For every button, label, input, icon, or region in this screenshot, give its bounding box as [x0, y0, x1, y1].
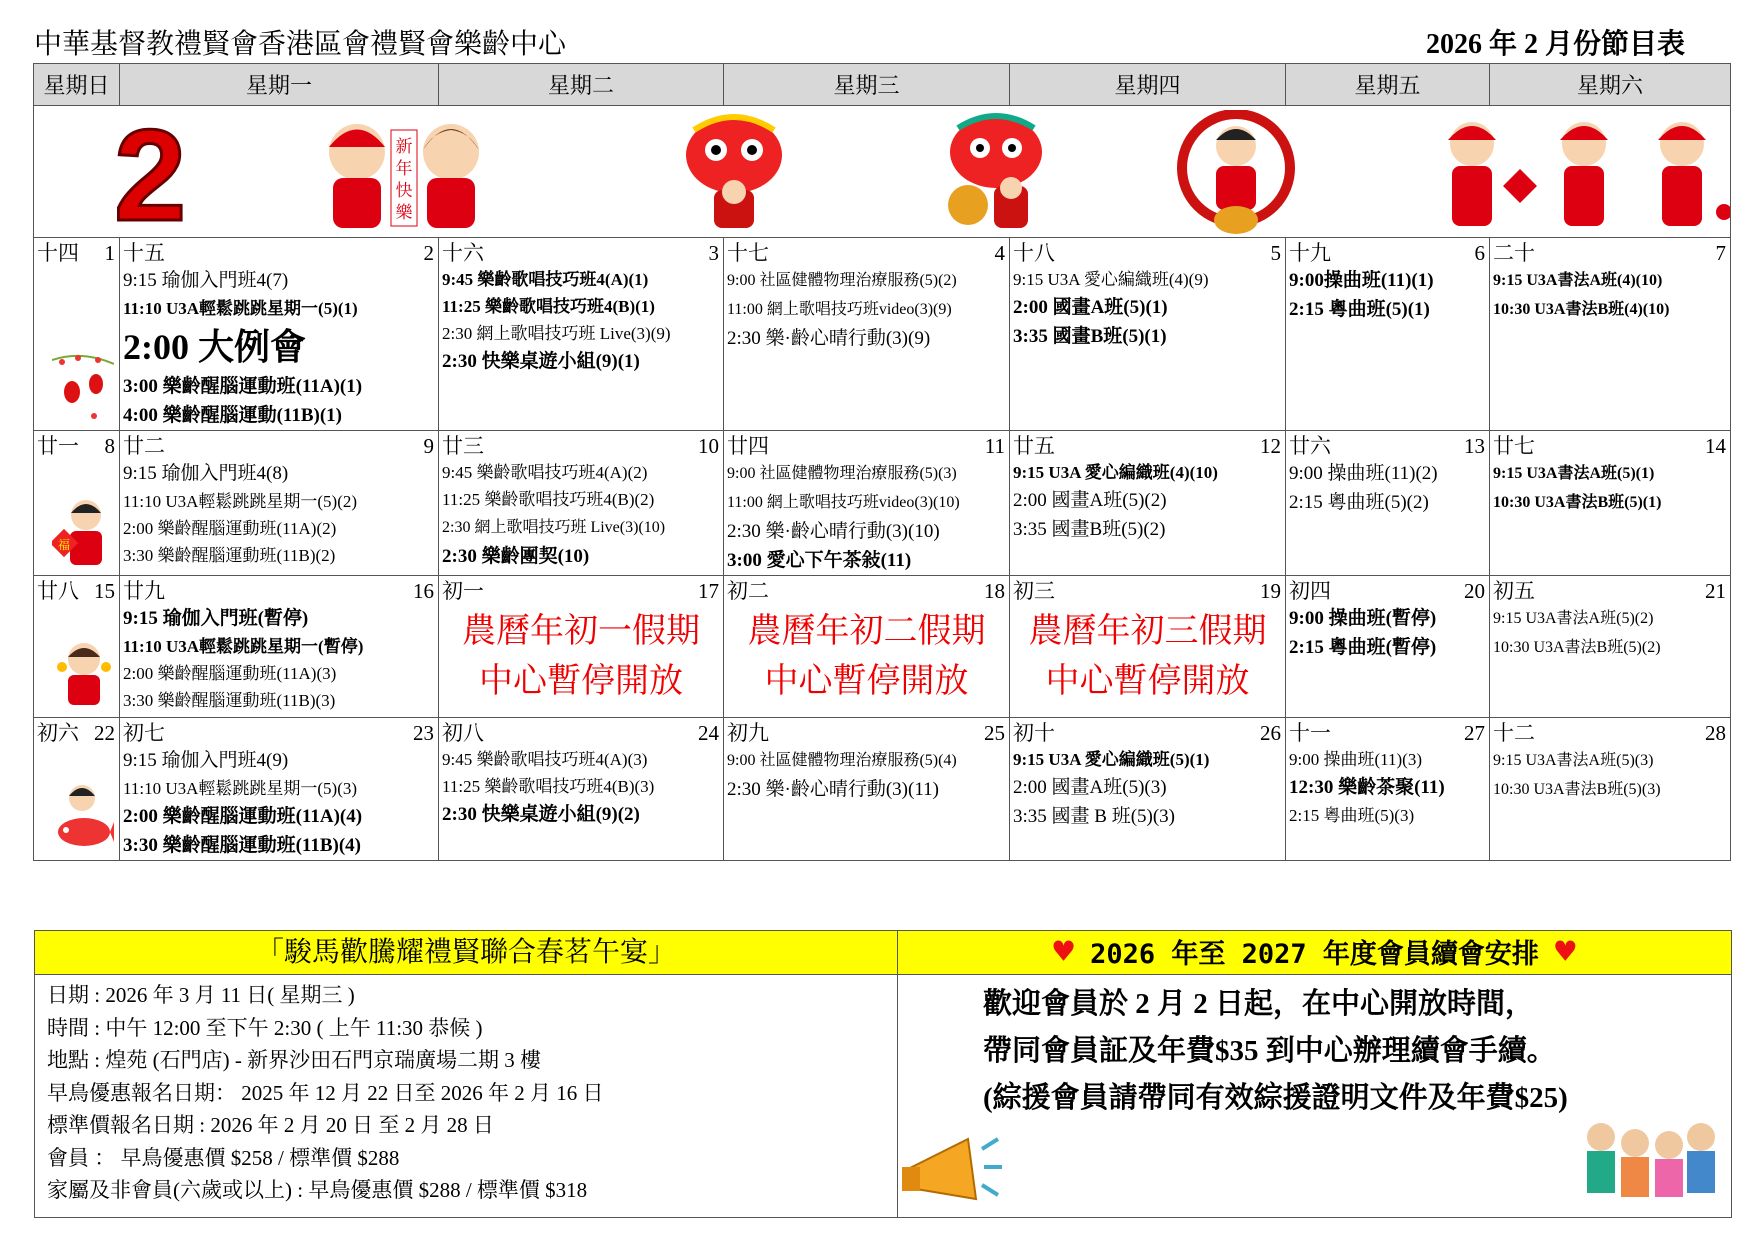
day-header: [34, 718, 119, 746]
day-header: [1490, 576, 1730, 604]
day-number: 15: [94, 579, 115, 603]
day-number: 9: [423, 434, 434, 458]
day-cell: [439, 576, 724, 718]
day-number: 28: [1705, 721, 1726, 745]
megaphone-icon: [898, 1109, 1008, 1213]
activity-line: 2:15 粵曲班(暫停): [1289, 637, 1437, 658]
activity-line: 2:30 樂齡團契(10): [442, 546, 590, 567]
lunar-date: 廿二: [123, 434, 165, 458]
day-cell: [120, 576, 439, 718]
activity-line: 2:30 快樂桌遊小組(9)(2): [442, 804, 640, 825]
activity-line: 11:00 網上歌唱技巧班video(3)(9): [727, 301, 952, 318]
event-title: 「駿馬歡騰耀禮賢聯合春茗午宴」: [35, 931, 897, 975]
activity-line: 3:00 愛心下午茶敍(11): [727, 550, 912, 571]
lunar-date: 初四: [1289, 579, 1331, 603]
week-row: [34, 718, 1731, 861]
day-cell: [1286, 431, 1490, 576]
activity-line: 9:45 樂齡歌唱技巧班4(A)(2): [442, 463, 648, 482]
day-number: 16: [413, 579, 434, 603]
lunar-date: 十四: [37, 241, 79, 265]
activity-line: 9:45 樂齡歌唱技巧班4(A)(1): [442, 270, 649, 289]
day-number: 8: [104, 434, 115, 458]
day-cell: [120, 431, 439, 576]
lunar-date: 初八: [442, 721, 484, 745]
day-number: 21: [1705, 579, 1726, 603]
lunar-date: 十九: [1289, 241, 1331, 265]
day-cell: [439, 718, 724, 861]
activity-line: 9:15 瑜伽入門班4(7): [123, 270, 289, 291]
lunar-date: 廿三: [442, 434, 484, 458]
day-header: [439, 431, 723, 459]
activity-line: 2:30 快樂桌遊小組(9)(1): [442, 351, 640, 372]
three-kids-icon: [1424, 112, 1731, 234]
day-number: 17: [698, 579, 719, 603]
activity-line: 9:15 U3A 愛心編織班(4)(10): [1013, 463, 1218, 482]
event-standard-period: 標準價報名日期 : 2026 年 2 月 20 日 至 2 月 28 日: [47, 1113, 494, 1137]
activity-line: 9:15 瑜伽入門班4(8): [123, 463, 289, 484]
activity-line: 9:15 瑜伽入門班(暫停): [123, 608, 309, 629]
day-header: [120, 431, 438, 459]
lunar-date: 二十: [1493, 241, 1535, 265]
lunar-date: 十五: [123, 241, 165, 265]
activity-line: 10:30 U3A書法B班(5)(2): [1493, 639, 1661, 656]
activity-line: 9:15 U3A書法A班(5)(3): [1493, 752, 1654, 769]
day-header: [439, 576, 723, 604]
day-number: 6: [1474, 241, 1485, 265]
day-number: 3: [708, 241, 719, 265]
activity-line: 2:00 國畫A班(5)(1): [1013, 297, 1168, 318]
day-number: 4: [994, 241, 1005, 265]
activity-line: 11:25 樂齡歌唱技巧班4(B)(3): [442, 777, 655, 796]
activity-line: 9:15 U3A書法A班(5)(1): [1493, 465, 1655, 482]
event-time: 時間 : 中午 12:00 至下午 2:30 ( 上午 11:30 恭候 ): [47, 1015, 483, 1040]
holiday-notice: 農曆年初三假期: [1028, 611, 1267, 651]
week-row: [34, 431, 1731, 576]
day-header: [1286, 718, 1489, 746]
weekday-sun: 星期日: [34, 64, 120, 106]
activity-line: 9:00 操曲班(11)(2): [1289, 463, 1438, 484]
day-number: 19: [1260, 579, 1281, 603]
activity-line: 9:15 瑜伽入門班4(9): [123, 750, 289, 771]
holiday-notice: 農曆年初一假期: [462, 611, 700, 651]
banner-row: [34, 106, 1731, 238]
lunar-date: 初七: [123, 721, 165, 745]
day-cell: [439, 431, 724, 576]
day-cell: [1010, 238, 1286, 431]
calendar: [33, 63, 1731, 861]
lunar-date: 初十: [1013, 721, 1055, 745]
activity-line: 9:45 樂齡歌唱技巧班4(A)(3): [442, 750, 648, 769]
day-header: [1010, 431, 1285, 459]
activity-line: 11:10 U3A輕鬆跳跳星期一(5)(3): [123, 779, 358, 798]
renewal-title-bar: [898, 931, 1731, 975]
day-header: [1010, 718, 1285, 746]
day-cell: [1010, 718, 1286, 861]
page-title: 2026 年 2 月份節目表: [1425, 29, 1685, 60]
lion-dance-icon: [674, 110, 794, 232]
lunar-date: 十一: [1289, 721, 1331, 745]
activity-line: 2:00 大例會: [123, 327, 306, 367]
activity-line: 2:15 粵曲班(5)(1): [1289, 299, 1430, 320]
day-cell: [34, 718, 120, 861]
activity-line: 2:30 網上歌唱技巧班 Live(3)(9): [442, 324, 671, 343]
activity-line: 2:00 國畫A班(5)(2): [1013, 490, 1167, 511]
day-number: 22: [94, 721, 115, 745]
lion-dance-drum-icon: [934, 110, 1059, 232]
activity-line: 11:10 U3A輕鬆跳跳星期一(5)(2): [123, 492, 358, 511]
activity-line: 11:25 樂齡歌唱技巧班4(B)(2): [442, 490, 655, 509]
renewal-line-3: (綜援會員請帶同有效綜援證明文件及年費$25): [983, 1082, 1568, 1114]
activity-line: 11:10 U3A輕鬆跳跳星期一(暫停): [123, 637, 364, 656]
lunar-date: 廿七: [1493, 434, 1535, 458]
day-number: 2: [423, 241, 434, 265]
day-cell: [120, 718, 439, 861]
day-cell: [34, 576, 120, 718]
day-header: [1490, 431, 1730, 459]
activity-line: 9:00 操曲班(11)(3): [1289, 750, 1422, 769]
activity-line: 10:30 U3A書法B班(5)(3): [1493, 781, 1661, 798]
activity-line: 2:30 樂·齡心晴行動(3)(9): [727, 328, 931, 349]
lantern-icon: [52, 350, 114, 424]
day-number: 25: [984, 721, 1005, 745]
greeting-char-3: 快: [395, 181, 413, 200]
activity-line: 9:00 社區健體物理治療服務(5)(4): [727, 752, 957, 769]
day-cell: [34, 238, 120, 431]
event-earlybird-period: 早鳥優惠報名日期： 2025 年 12 月 22 日至 2026 年 2 月 16 日: [47, 1080, 604, 1105]
day-header: [1010, 576, 1285, 604]
banner: [34, 106, 1731, 238]
activity-line: 10:30 U3A書法B班(4)(10): [1493, 301, 1670, 318]
holiday-notice: 農曆年初二假期: [747, 611, 986, 651]
lunar-date: 廿四: [727, 434, 769, 458]
day-cell: [724, 431, 1010, 576]
renewal-notes: [983, 981, 1568, 1122]
lunar-date: 廿五: [1013, 434, 1055, 458]
activity-line: 9:15 U3A 愛心編織班(5)(1): [1013, 750, 1210, 769]
day-header: [439, 238, 723, 266]
day-header: [1490, 718, 1730, 746]
day-cell: [1490, 238, 1731, 431]
day-cell: [120, 238, 439, 431]
greeting-char-4: 樂: [395, 203, 413, 222]
weekday-sat: 星期六: [1490, 64, 1731, 106]
activity-line: 2:00 樂齡醒腦運動班(11A)(2): [123, 519, 337, 538]
activity-line: 3:30 樂齡醒腦運動班(11B)(4): [123, 835, 362, 856]
activity-line: 9:00 社區健體物理治療服務(5)(2): [727, 272, 957, 289]
weekday-wed: 星期三: [724, 64, 1010, 106]
heart-icon: ♥: [1555, 932, 1576, 972]
day-number: 27: [1464, 721, 1485, 745]
activity-line: 4:00 樂齡醒腦運動(11B)(1): [123, 405, 343, 426]
svg-text:福: 福: [57, 538, 71, 552]
lunar-date: 十二: [1493, 721, 1535, 745]
lunar-date: 十七: [727, 241, 769, 265]
day-header: [34, 576, 119, 604]
weekday-thu: 星期四: [1010, 64, 1286, 106]
day-header: [120, 238, 438, 266]
activity-line: 2:00 樂齡醒腦運動班(11A)(4): [123, 806, 363, 827]
weekday-header-row: [34, 64, 1731, 106]
new-year-kids-illustration: [319, 112, 489, 234]
greeting-char-2: 年: [395, 159, 413, 178]
activity-line: 3:30 樂齡醒腦運動班(11B)(3): [123, 691, 336, 710]
greeting-char-1: 新: [395, 137, 413, 156]
day-cell: [1286, 576, 1490, 718]
activity-line: 3:35 國畫B班(5)(1): [1013, 326, 1167, 347]
lunar-date: 初五: [1493, 579, 1535, 603]
weekday-tue: 星期二: [439, 64, 724, 106]
boy-with-gold-icon: [52, 637, 114, 711]
day-cell: [1490, 718, 1731, 861]
day-number: 18: [984, 579, 1005, 603]
activity-line: 2:30 樂·齡心晴行動(3)(10): [727, 521, 940, 542]
renewal-panel: [898, 931, 1731, 1217]
activity-line: 11:10 U3A輕鬆跳跳星期一(5)(1): [123, 299, 358, 318]
renewal-title: 2026 年至 2027 年度會員續會安排: [1090, 939, 1539, 970]
activity-line: 3:30 樂齡醒腦運動班(11B)(2): [123, 546, 336, 565]
drum-boy-icon: [1174, 110, 1299, 238]
weekday-mon: 星期一: [120, 64, 439, 106]
event-member-price: 會員 ： 早鳥優惠價 $258 / 標準價 $288: [47, 1145, 400, 1170]
activity-line: 9:15 U3A書法A班(4)(10): [1493, 272, 1663, 289]
heart-icon: ♥: [1053, 932, 1074, 972]
day-number: 20: [1464, 579, 1485, 603]
event-panel: [35, 931, 898, 1217]
lunar-date: 初六: [37, 721, 79, 745]
day-number: 26: [1260, 721, 1281, 745]
day-cell: [1490, 431, 1731, 576]
day-cell: [724, 718, 1010, 861]
renewal-line-2: 帶同會員証及年費$35 到中心辦理續會手續。: [983, 1035, 1556, 1067]
day-number: 5: [1270, 241, 1281, 265]
activity-line: 3:35 國畫 B 班(5)(3): [1013, 806, 1176, 827]
lunar-date: 廿八: [37, 579, 79, 603]
lunar-date: 十六: [442, 241, 484, 265]
activity-line: 3:00 樂齡醒腦運動班(11A)(1): [123, 376, 363, 397]
activity-line: 2:00 國畫A班(5)(3): [1013, 777, 1167, 798]
activity-line: 9:00 操曲班(暫停): [1289, 608, 1437, 629]
activity-line: 9:00 社區健體物理治療服務(5)(3): [727, 465, 957, 482]
day-number: 12: [1260, 434, 1281, 458]
event-family-price: 家屬及非會員(六歲或以上) : 早鳥優惠價 $288 / 標準價 $318: [47, 1178, 588, 1202]
day-number: 13: [1464, 434, 1485, 458]
day-header: [1286, 238, 1489, 266]
activity-line: 9:15 U3A 愛心編織班(4)(9): [1013, 270, 1209, 289]
activity-line: 12:30 樂齡茶聚(11): [1289, 777, 1445, 798]
activity-line: 2:00 樂齡醒腦運動班(11A)(3): [123, 664, 337, 683]
lunar-date: 廿九: [123, 579, 165, 603]
day-header: [439, 718, 723, 746]
day-number: 10: [698, 434, 719, 458]
day-header: [1010, 238, 1285, 266]
day-cell: [1010, 576, 1286, 718]
holiday-notice: 中心暫停開放: [764, 661, 969, 701]
activity-line: 2:15 粵曲班(5)(2): [1289, 492, 1429, 513]
activity-line: 2:15 粵曲班(5)(3): [1289, 806, 1415, 825]
holiday-notice: 中心暫停開放: [479, 661, 683, 701]
day-cell: [724, 238, 1010, 431]
activity-line: 11:00 網上歌唱技巧班video(3)(10): [727, 494, 960, 511]
week-row: [34, 576, 1731, 718]
week-row: [34, 238, 1731, 431]
fortune-girl-icon: [52, 495, 114, 569]
weekday-fri: 星期五: [1286, 64, 1490, 106]
day-cell: [439, 238, 724, 431]
day-number: 23: [413, 721, 434, 745]
day-header: [724, 431, 1009, 459]
org-name: 中華基督教禮賢會香港區會禮賢會樂齡中心: [34, 29, 567, 60]
activity-line: 2:30 樂·齡心晴行動(3)(11): [727, 779, 939, 800]
lunar-date: 初九: [727, 721, 769, 745]
activity-line: 3:35 國畫B班(5)(2): [1013, 519, 1166, 540]
seniors-group-icon: [1573, 1109, 1723, 1213]
day-header: [120, 718, 438, 746]
day-number: 7: [1715, 241, 1726, 265]
activity-line: 11:25 樂齡歌唱技巧班4(B)(1): [442, 297, 655, 316]
day-number: 24: [698, 721, 719, 745]
event-date: 日期 : 2026 年 3 月 11 日( 星期三 ): [47, 983, 355, 1007]
day-header: [120, 576, 438, 604]
girl-with-fish-icon: [52, 780, 114, 854]
lunar-date: 初一: [442, 579, 484, 603]
day-header: [724, 238, 1009, 266]
day-header: [724, 718, 1009, 746]
activity-line: 9:00操曲班(11)(1): [1289, 270, 1434, 291]
day-cell: [1010, 431, 1286, 576]
day-header: [34, 431, 119, 459]
day-cell: [1490, 576, 1731, 718]
lunar-date: 廿一: [37, 434, 79, 458]
lunar-date: 廿六: [1289, 434, 1331, 458]
day-header: [34, 238, 119, 266]
day-header: [1286, 576, 1489, 604]
lunar-date: 十八: [1013, 241, 1055, 265]
day-number: 14: [1705, 434, 1726, 458]
activity-line: 9:15 U3A書法A班(5)(2): [1493, 610, 1654, 627]
day-header: [1490, 238, 1730, 266]
holiday-notice: 中心暫停開放: [1045, 661, 1250, 701]
activity-line: 2:30 網上歌唱技巧班 Live(3)(10): [442, 519, 666, 536]
day-number: 11: [984, 434, 1005, 458]
lunar-date: 初二: [727, 579, 769, 603]
month-numeral: 2: [114, 105, 187, 238]
day-number: 1: [104, 241, 115, 265]
day-cell: [724, 576, 1010, 718]
event-venue: 地點 : 煌苑 (石門店) - 新界沙田石門京瑞廣場二期 3 樓: [47, 1048, 542, 1072]
day-cell: [34, 431, 120, 576]
activity-line: 10:30 U3A書法B班(5)(1): [1493, 494, 1662, 511]
day-cell: [1286, 718, 1490, 861]
renewal-line-1: 歡迎會員於 2 月 2 日起，在中心開放時間，: [983, 988, 1535, 1020]
day-header: [724, 576, 1009, 604]
lunar-date: 初三: [1013, 579, 1055, 603]
bottom-info: [34, 930, 1732, 1218]
day-header: [1286, 431, 1489, 459]
event-details: [35, 975, 897, 1211]
day-cell: [1286, 238, 1490, 431]
